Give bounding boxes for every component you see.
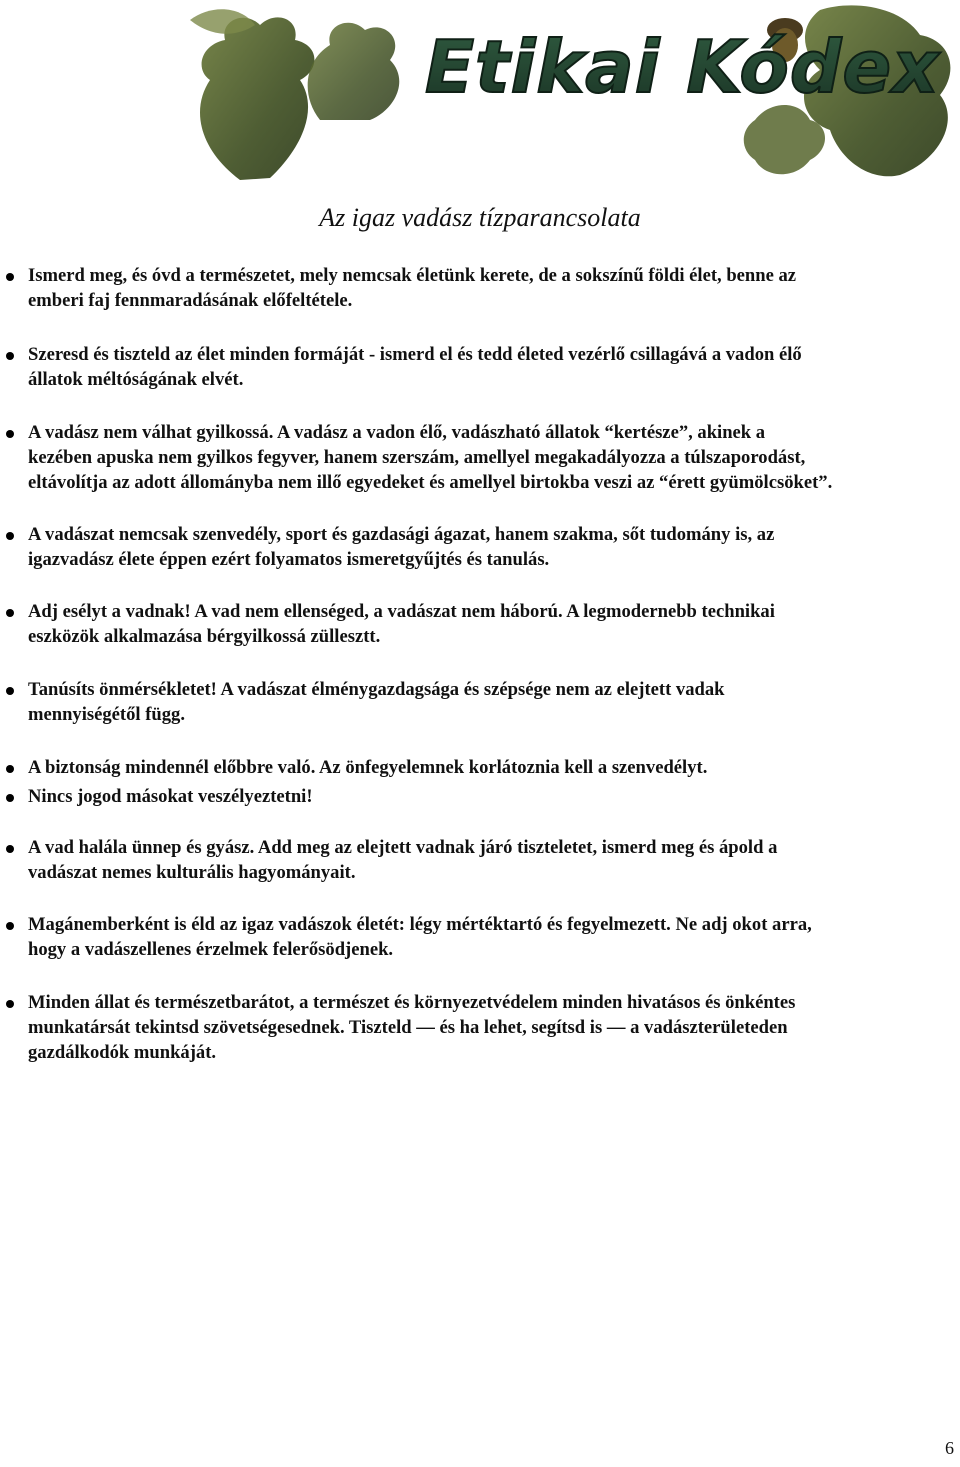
rule-text: A vad halála ünnep és gyász. Add meg az elejtett vadnak járó tiszteletet, ismerd meg és ápold a vadászat nemes kulturális hagyományait. [28,837,778,883]
logo [180,0,960,182]
rule-text: A vadászat nemcsak szenvedély, sport és gazdasági ágazat, hanem szakma, sőt tudomány is, az igazvadász élete éppen ezért folyamatos ismeretgyűjtés és tanulás. [28,524,775,570]
rule-text: Ismerd meg, és óvd a természetet, mely nemcsak életünk kerete, de a sokszínű földi élet, benne az emberi faj fennmaradásának előfeltétele. [28,265,797,311]
page-title: Az igaz vadász tízparancsolata [319,203,641,232]
bullet-icon [6,845,14,853]
rule-text: Nincs jogod másokat veszélyeztetni! [28,786,313,807]
rule-text: Szeresd és tiszteld az élet minden formáját - ismerd el és tedd életed vezérlő csillagává a vadon élő állatok méltóságának elvét. [28,344,802,390]
rule-text: A vadász nem válhat gyilkossá. A vadász a vadon élő, vadászható állatok “kertésze”, akinek a kezében apuska nem gyilkos fegyver, hanem szerszám, amellyel megakadályozza a túlszaporodást, eltávolítja az adott állományba nem illő egyedeket és amellyel birtokba veszi az “érett gyümölcsöket”. [28,422,833,493]
rule-text: Magánemberként is éld az igaz vadászok életét: légy mértéktartó és fegyelmezett. Ne adj okot arra, hogy a vadászellenes érzelmek felerősödjenek. [28,914,812,960]
rule-text: A biztonság mindennél előbbre való. Az önfegyelemnek korlátoznia kell a szenvedélyt. [28,757,708,778]
rule-text: Minden állat és természetbarátot, a természet és környezetvédelem minden hivatásos és önkéntes munkatársát tekintsd szövetségesednek. Tiszteld — és ha lehet, segítsd is — a vadászterületeden gazdálkodók munkáját. [28,992,796,1063]
bullet-icon [6,609,14,617]
page-number: 6 [945,1438,954,1458]
bullet-icon [6,765,14,773]
bullet-icon [6,532,14,540]
rule-text: Tanúsíts önmérsékletet! A vadászat élménygazdagsága és szépsége nem az elejtett vadak mennyiségétől függ. [28,679,725,725]
bullet-icon [6,687,14,695]
bullet-icon [6,922,14,930]
bullet-icon [6,794,14,802]
rule-text: Adj esélyt a vadnak! A vad nem ellenséged, a vadászat nem háború. A legmodernebb technikai eszközök alkalmazása bérgyilkossá züllesztt. [28,601,775,647]
bullet-icon [6,430,14,438]
bullet-icon [6,352,14,360]
oak-leaves-logo [180,0,960,182]
logo-text: Etikai Kódex [425,25,940,109]
bullet-icon [6,273,14,281]
bullet-icon [6,1000,14,1008]
